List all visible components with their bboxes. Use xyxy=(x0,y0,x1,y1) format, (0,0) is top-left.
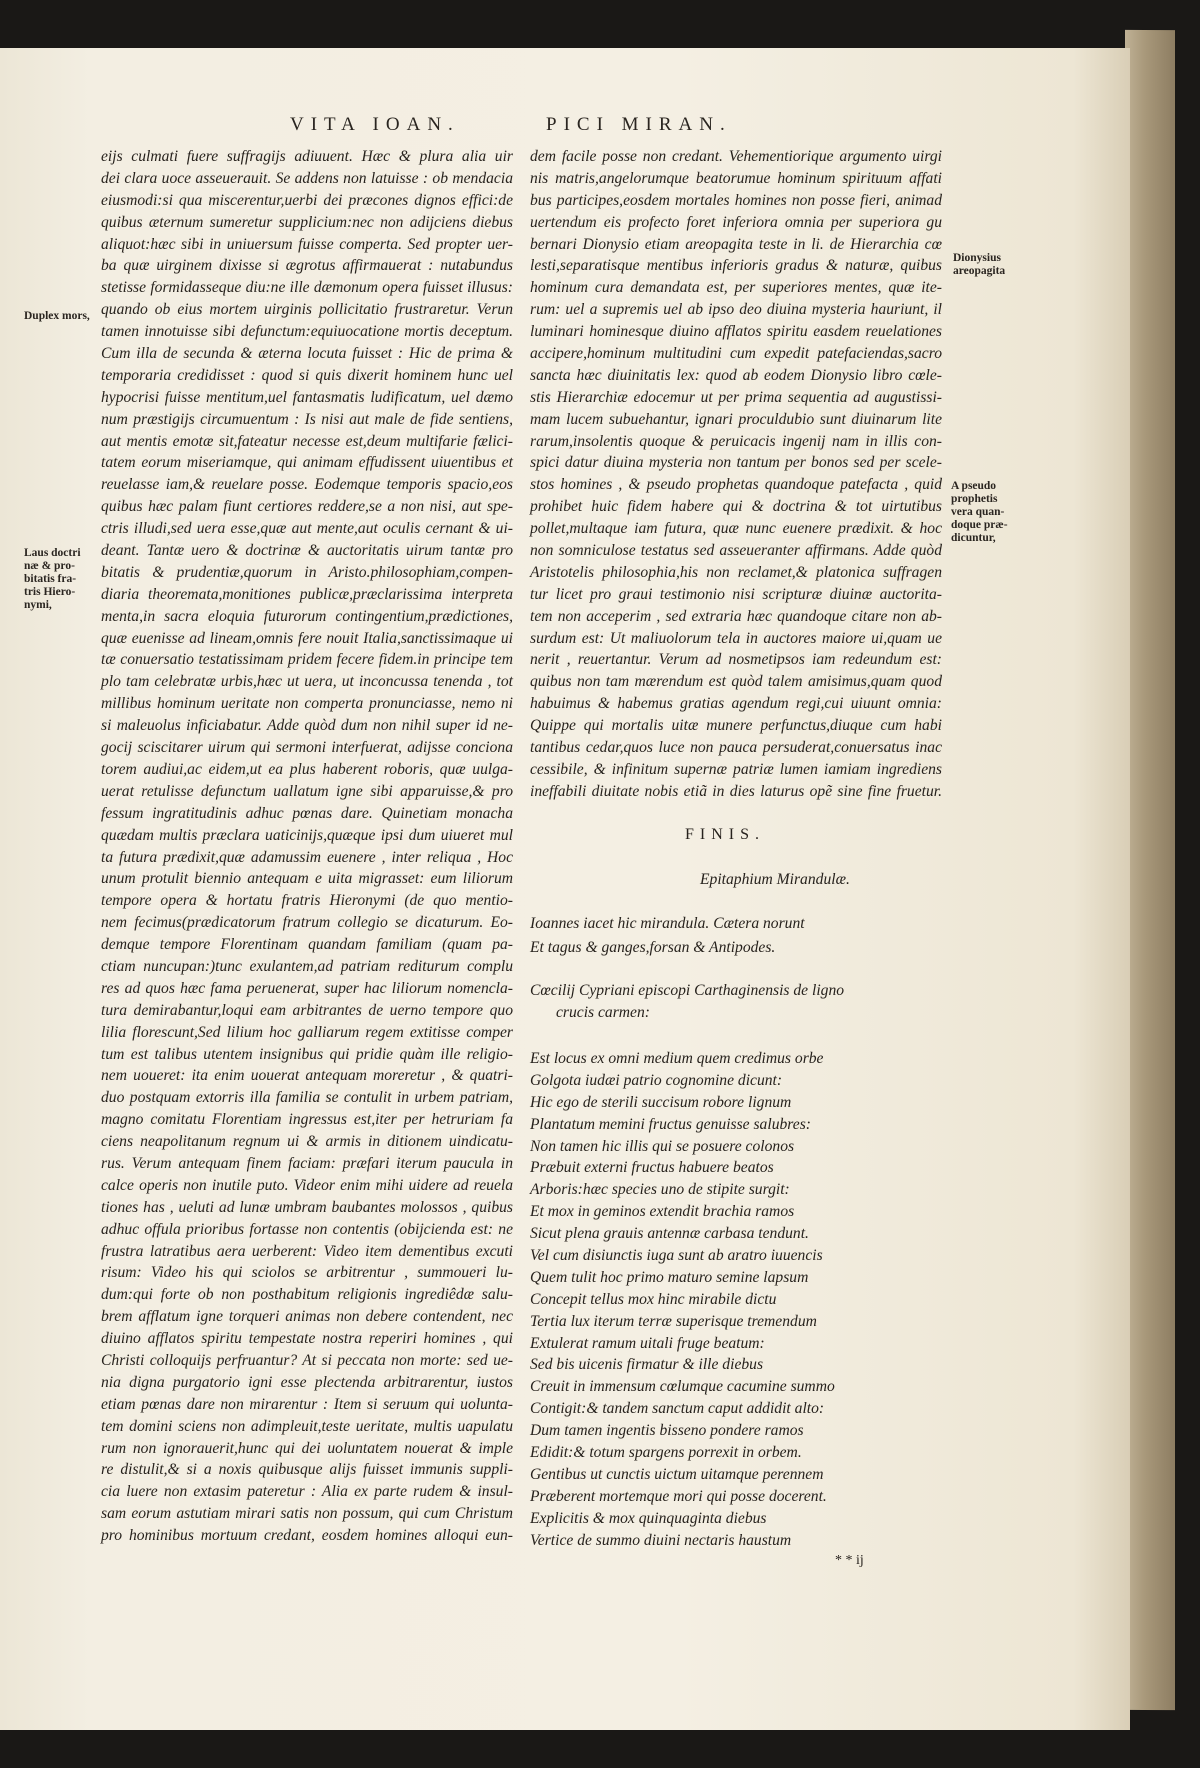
text-line: surdum est: Ut maliuolorum tela in auctores maiore ui,quam ue xyxy=(530,629,942,647)
right-text-column xyxy=(530,146,942,803)
text-line: Extulerat ramum uitali fruge beatum: xyxy=(530,1334,765,1352)
text-line: Dum tamen ingentis bisseno pondere ramos xyxy=(530,1422,804,1440)
text-line: cessibile, & infinitum supernæ patriæ lumen iamiam ingrediens xyxy=(530,760,942,778)
text-line: ta futura prædixit,quæ adamussim euenere , inter reliqua , Hoc xyxy=(101,848,513,866)
text-line: bitatis & prudentiæ,quorum in Aristo.philosophiam,compen- xyxy=(101,563,513,581)
epitaph-title: Epitaphium Mirandulæ. xyxy=(700,871,850,888)
text-line: num præstigijs circumuentum : Is nisi aut male de fide sentiens, xyxy=(101,410,513,428)
signature-mark: * * ij xyxy=(835,1553,864,1568)
text-line: pollet,multaque iam futura, quæ nunc euenere prædixit. & hoc xyxy=(530,520,942,538)
text-line: sancta hæc diuinitatis lex: quod ab eodem Dionysio libro cœle- xyxy=(530,366,942,384)
text-line: deant. Tantæ uero & doctrinæ & auctoritatis uirum tantæ pro xyxy=(101,542,513,560)
text-line: bus participes,eosdem mortales homines non posse fieri, animad xyxy=(530,191,942,209)
text-line: Arboris:hæc species uno de stipite surgit: xyxy=(530,1181,790,1199)
text-line: Quem tulit hoc primo maturo semine lapsum xyxy=(530,1268,809,1286)
text-line: stetisse formidasseque diu:ne ille dæmonum opera fuisset illusus: xyxy=(101,279,513,297)
text-line: menta,in sacra eloquia futurorum contingentium,prædictiones, xyxy=(101,607,513,625)
text-line: Vertice de summo diuini nectaris haustum xyxy=(530,1531,792,1549)
text-line: dum:qui forte ob non posthabitum religionis ingrediêdæ salu- xyxy=(101,1286,513,1304)
text-line: aliquot:hæc sibi in uniuersum fuisse comperta. Sed propter uer- xyxy=(101,235,513,253)
note-line: doque præ- xyxy=(951,519,1008,531)
text-line: ineffabili diuitate nobis etiã in dies laturus opẽ sine fine fruetur. xyxy=(530,782,942,800)
text-line: brem afflatum igne torqueri animas non debere contendent, nec xyxy=(101,1308,513,1326)
text-line: tiones has , ueluti ad lunæ umbram baubantes molossos , quibus xyxy=(101,1198,513,1216)
text-line: demque tempore Florentinam quandam familiam (quam pa- xyxy=(101,936,513,954)
text-line: ctiam nuncupan:)tunc exulantem,ad patriam rediturum complu xyxy=(101,957,513,975)
text-line: res ad quos hæc fama peruenerat, super hac liliorum nomencla- xyxy=(101,979,513,997)
text-line: tæ conuersatio testatissimam pridem fecere fidem.in principe tem xyxy=(101,651,513,669)
text-line: tantibus cedar,quos luce non pauca persuderat,conuersatus inac xyxy=(530,739,942,757)
text-line: dei clara uoce asseuerauit. Se addens non latuisse : ob mendacia xyxy=(101,169,513,187)
text-line: nis matris,angelorumque beatorumue hominum spirituum affati xyxy=(530,169,942,187)
text-line: unum protulit biennio antequam e uita migrasset: eum liliorum xyxy=(101,870,513,888)
text-line: re distulit,& si a noxis quibusque alijs fuisset immunis suppli- xyxy=(101,1461,513,1479)
text-line: rus. Verum antequam finem faciam: præfari iterum paucula in xyxy=(101,1154,513,1172)
note-line: prophetis xyxy=(951,493,998,505)
text-line: Sed bis uicenis firmatur & ille diebus xyxy=(530,1356,764,1374)
text-line: Gentibus ut cunctis uictum uitamque perennem xyxy=(530,1465,824,1483)
text-line: nia digna purgatorio igni esse plectenda arbitrarentur, iustos xyxy=(101,1373,513,1391)
text-line: diuino afflatos spiritu tempestate nostra reperiri homines , qui xyxy=(101,1330,513,1348)
note-line: nymi, xyxy=(24,599,52,611)
note-line: Dionysius xyxy=(953,252,1001,264)
text-line: Cum illa de secunda & æterna locuta fuisset : Hic de prima & xyxy=(101,345,513,363)
text-line: etiam pœnas dare non mirarentur : Item si seruum qui uolunta- xyxy=(101,1395,513,1413)
note-line: vera quan- xyxy=(951,506,1005,518)
text-line: reuelasse iam,& reuelare posse. Eodemque temporis spacio,eos xyxy=(101,476,513,494)
text-line: eijs culmati fuere suffragijs adiuuent. Hæc & plura alia uir xyxy=(101,148,513,165)
text-line: nem fecimus(prædicatorum fratrum collegio se dicaturum. Eo- xyxy=(101,914,513,932)
text-line: tempore opera & hortatu fratris Hieronymi (de quo mentio- xyxy=(101,892,513,910)
text-line: frustra latratibus aera uerberent: Video item dementibus excuti xyxy=(101,1242,513,1260)
margin-note-laus xyxy=(24,547,94,612)
text-line: lilia florescunt,Sed lilium hoc galliarum regem extitisse comper xyxy=(101,1023,513,1041)
note-line: areopagita xyxy=(953,265,1006,277)
margin-note-pseudo xyxy=(951,480,1031,545)
note-line: dicuntur, xyxy=(951,532,996,544)
text-line: Tertia lux iterum terræ superisque tremendum xyxy=(530,1312,817,1330)
text-line: Sicut plena grauis antennæ carbasa tendunt. xyxy=(530,1225,809,1243)
text-line: hominum cura demandata est, per superiores mentes, quæ ite- xyxy=(530,279,942,297)
text-line: Hic ego de sterili succisum robore lignum xyxy=(530,1093,792,1111)
epitaph-line: Ioannes iacet hic mirandula. Cætera norunt xyxy=(530,915,805,932)
running-head-right: PICI MIRAN. xyxy=(546,114,732,135)
text-line: Quippe qui mortalis uitæ munere perfunctus,diuque cum habi xyxy=(530,717,942,735)
text-line: magno comitatu Florentiam ingressus est,iter per hetruriam fa xyxy=(101,1111,513,1129)
text-line: fessum ingratitudinis adhuc pœnas dare. Quinetiam monacha xyxy=(101,804,513,822)
text-line: nerit , reuertantur. Verum ad nosmetipsos iam redeundum est: xyxy=(530,651,942,669)
note-line: tris Hiero- xyxy=(24,586,76,598)
text-line: stis Hierarchiæ edocemur ut per prima sequentia ad augustissi- xyxy=(530,388,942,406)
text-line: Creuit in immensum cœlumque cacumine summo xyxy=(530,1378,835,1396)
text-line: plo tam celebratæ urbis,hæc ut uera, ut inconcussa tenenda , tot xyxy=(101,673,513,691)
text-line: ba quæ uirginem dixisse si ægrotus affirmauerat : nutabundus xyxy=(101,257,513,275)
text-line: Concepit tellus mox hinc mirabile dictu xyxy=(530,1290,777,1308)
text-line: non somniculose testatus sed asseueranter affirmans. Adde quòd xyxy=(530,542,942,560)
note-line: A pseudo xyxy=(951,480,997,492)
left-text-column xyxy=(101,146,513,1547)
text-line: Non tamen hic illis qui se posuere colonos xyxy=(530,1137,795,1155)
text-line: sam eorum astutiam mirari satis non possum, qui cum Christum xyxy=(101,1505,513,1523)
text-line: quibus hæc palam fiunt certiores reddere,se a non nisi, aut spe- xyxy=(101,498,513,516)
text-line: Præberent mortemque mori qui posse docerent. xyxy=(530,1487,827,1505)
text-line: tum est talibus utentem insignibus qui pridie quàm ille religio- xyxy=(101,1045,513,1063)
text-line: tur licet pro graui testimonio nisi scripturæ diuinæ auctorita- xyxy=(530,585,942,603)
text-line: Golgota iudæi patrio cognomine dicunt: xyxy=(530,1071,783,1089)
text-line: ctris illudi,sed uera esse,quæ aut mente,aut oculis cernant & ui- xyxy=(101,520,513,538)
note-line: bitatis fra- xyxy=(24,573,77,585)
text-line: quibus non tam mærendum est quòd talem amisimus,quam quod xyxy=(530,673,942,691)
text-line: duo postquam extorris illa familia se contulit in urbem patriam, xyxy=(101,1089,513,1107)
poem xyxy=(530,1048,942,1551)
text-line: luminari hominesque diuino afflatos spiritu easdem reuelationes xyxy=(530,323,942,341)
text-line: ciens neapolitanum regnum ui & armis in ditionem uindicatu- xyxy=(101,1133,513,1151)
text-line: spici datur diuina mysteria non tantum per bonos sed per scele- xyxy=(530,454,942,472)
text-line: rum: uel a supremis uel ab ipso deo diuina mysteria hauriunt, il xyxy=(530,301,942,319)
text-line: hypocrisi fuisse mentitum,uel fantasmatis ludificatum, uel dæmo xyxy=(101,388,513,406)
text-line: Explicitis & mox quinquaginta diebus xyxy=(530,1509,767,1527)
text-line: risum: Video his qui sciolos se arbitrentur , summoueri lu- xyxy=(101,1264,513,1282)
text-line: Et mox in geminos extendit brachia ramos xyxy=(530,1203,795,1221)
finis-heading: FINIS. xyxy=(685,826,766,843)
carmen-title: Cœcilij Cypriani episcopi Carthaginensis de ligno xyxy=(530,982,845,999)
text-line: Christi colloquijs perfruantur? At si peccata non morte: sed ue- xyxy=(101,1351,513,1369)
note-line: Laus doctri xyxy=(24,547,81,559)
text-line: tem non acceperim , sed extraria hæc quandoque citare non ab- xyxy=(530,607,942,625)
text-line: bernari Dionysio etiam areopagita teste in li. de Hierarchia cœ xyxy=(530,235,942,253)
text-line: mam lucem subuehantur, ignari proculdubio sunt diuinarum lite xyxy=(530,410,942,428)
text-line: Præbuit externi fructus habuere beatos xyxy=(530,1159,774,1177)
text-line: tamen innotuisse sibi defunctum:equiuocatione mortis deceptum. xyxy=(101,323,513,341)
page-edge xyxy=(1125,30,1175,1710)
text-line: eiusmodi:si qua miscerentur,uerbi dei præcones dignos effici:de xyxy=(101,191,513,209)
text-line: Vel cum disiunctis iuga sunt ab aratro iuuencis xyxy=(530,1247,823,1265)
text-line: gocij sciscitarer uirum qui sermoni interfuerat, adijsse conciona xyxy=(101,739,513,757)
text-line: prohibet huic fidem habere qui & doctrina & tot uirtutibus xyxy=(530,498,942,516)
text-line: Aristotelis philosophia,his non reclamet,& platonica suffragen xyxy=(530,563,942,581)
text-line: si maleuolus inficiabatur. Adde quòd dum non nihil super id ne- xyxy=(101,717,513,735)
text-line: quæ euenisse ad lineam,omnis fere nouit Italia,sanctissimaque ui xyxy=(101,629,513,647)
text-line: Est locus ex omni medium quem credimus orbe xyxy=(530,1050,824,1067)
text-line: rum non ignorauerit,hunc qui dei uoluntatem nouerat & imple xyxy=(101,1439,513,1457)
text-line: temporaria credidisset : quod si quis dixerit hominem hunc uel xyxy=(101,366,513,384)
text-line: aut mentis emotæ sit,fateatur necesse est,deum multifarie fælici- xyxy=(101,432,513,450)
text-line: adhuc offula prioribus fortasse non contentis (obijcienda est: ne xyxy=(101,1220,513,1238)
text-line: cia luere non extasim pateretur : Alia ex parte rudem & insul- xyxy=(101,1483,513,1501)
text-line: lesti,separatisque mentibus inferioris gradus & naturæ, quibus xyxy=(530,257,942,275)
carmen-title: crucis carmen: xyxy=(556,1004,650,1021)
epitaph-line: Et tagus & ganges,forsan & Antipodes. xyxy=(530,939,776,956)
text-line: rarum,insolentis quoque & peruicacis ingenij nam in illis con- xyxy=(530,432,942,450)
text-line: pro hominibus mortuum credant, eosdem homines alloqui eun- xyxy=(101,1527,513,1545)
text-line: Plantatum memini fructus genuisse salubres: xyxy=(530,1115,811,1133)
text-line: accipere,hominum multitudini cum expedit patefaciendas,sacro xyxy=(530,345,942,363)
text-line: tura demirabantur,loqui eam arbitrantes de uerno tempore quo xyxy=(101,1001,513,1019)
text-line: torem audiui,ac eidem,ut ea plus haberent roboris, quæ uulga- xyxy=(101,760,513,778)
text-line: Edidit:& totum spargens porrexit in orbem. xyxy=(530,1444,802,1462)
text-line: uertendum eis profecto foret inferiora omnia per superiora gu xyxy=(530,213,942,231)
running-head-left: VITA IOAN. xyxy=(290,114,460,135)
text-line: quibus æternum sumeretur supplicium:nec non adijciens diebus xyxy=(101,213,513,231)
text-line: tatem eorum miseriamque, qui animam effudissent uiuentibus et xyxy=(101,454,513,472)
text-line: quædam multis præclara uaticinijs,quæque ipsi dum uiueret mul xyxy=(101,826,513,844)
text-line: millibus hominum ueritate non comperta pronunciasse, nemo ni xyxy=(101,695,513,713)
text-line: dem facile posse non credant. Vehementiorique argumento uirgi xyxy=(530,148,942,165)
text-line: tem domini sciens non adimpleuit,teste ueritate, multis uapulatu xyxy=(101,1417,513,1435)
text-line: quando ob eius mortem uirginis pollicitatio frustraretur. Verun xyxy=(101,301,513,319)
text-line: diaria theoremata,monitiones publicæ,præclarissima interpreta xyxy=(101,585,513,603)
margin-note-dionysius xyxy=(953,252,1033,278)
text-line: stos homines , & pseudo prophetas quandoque patefacta , quid xyxy=(530,476,942,494)
note-line: næ & pro- xyxy=(24,560,75,572)
margin-note-duplex: Duplex mors, xyxy=(24,310,90,322)
text-line: nem uoueret: ita enim uouerat antequam moreretur , & quatri- xyxy=(101,1067,513,1085)
text-line: uerat retulisse defunctum uallatum igne sibi apparuisse,& pro xyxy=(101,782,513,800)
text-line: habuimus & habemus gratias agendum regi,cui uiuunt omnia: xyxy=(530,695,942,713)
text-line: calce operis non inutile puto. Videor enim mihi uidere ad reuela xyxy=(101,1176,513,1194)
text-line: Contigit:& tandem sanctum caput addidit alto: xyxy=(530,1400,825,1418)
